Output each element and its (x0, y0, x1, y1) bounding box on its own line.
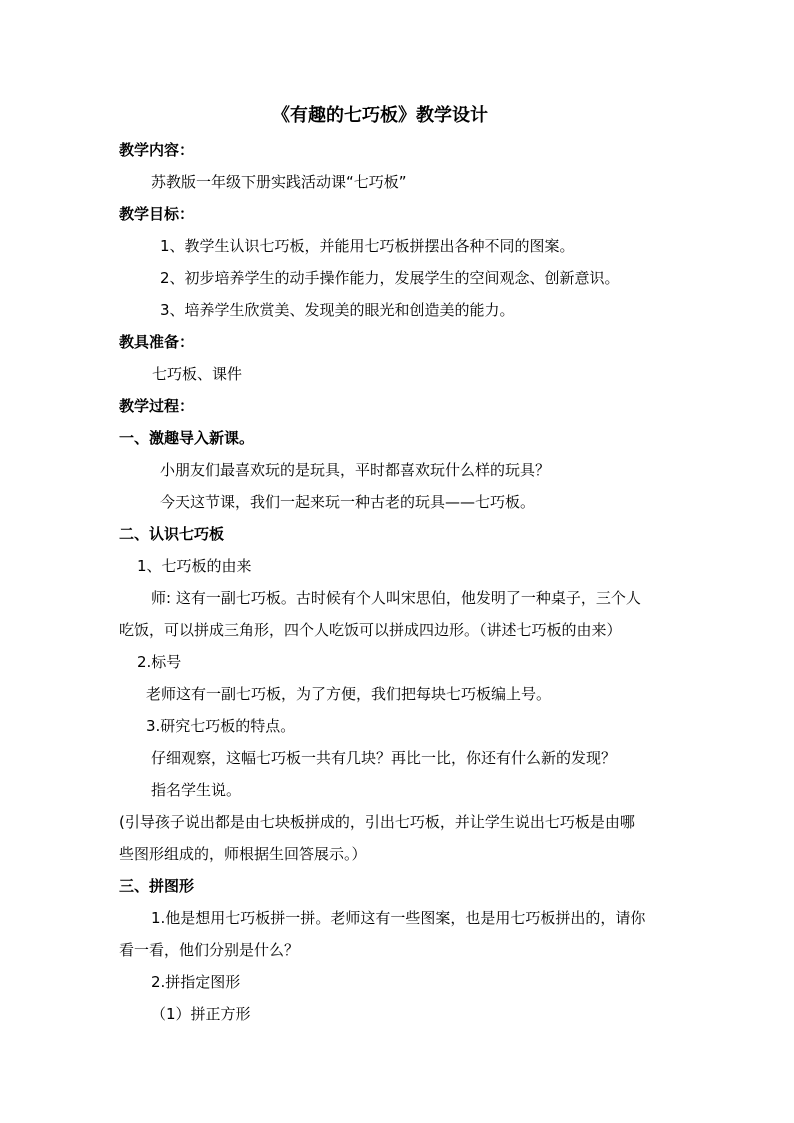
features-instruction: 指名学生说。 (151, 781, 242, 799)
features-note-line-2: 些图形组成的，师根据生回答展示。） (119, 845, 367, 863)
materials-text: 七巧板、课件 (152, 365, 243, 383)
puzzle-text-line-2: 看一看，他们分别是什么？ (119, 941, 300, 959)
origin-text-line-2: 吃饭，可以拼成三角形，四个人吃饭可以拼成四边形。（讲述七巧板的由来） (119, 621, 622, 639)
features-question: 仔细观察，这幅七巧板一共有几块？再比一比，你还有什么新的发现？ (151, 749, 617, 767)
subheading-origin: 1、七巧板的由来 (137, 557, 252, 575)
objective-2: 2、初步培养学生的动手操作能力，发展学生的空间观念、创新意识。 (160, 269, 620, 287)
puzzle-text-line-1: 1.他是想用七巧板拼一拼。老师这有一些图案，也是用七巧板拼出的，请你 (151, 909, 646, 927)
square-task: （1）拼正方形 (151, 1005, 251, 1023)
process-part-1-heading: 一、激趣导入新课。 (119, 429, 255, 447)
subheading-features: 3.研究七巧板的特点。 (146, 717, 296, 735)
subheading-specified-shapes: 2.拼指定图形 (151, 973, 241, 991)
features-note-line-1: (引导孩子说出都是由七块板拼成的，引出七巧板，并让学生说出七巧板是由哪 (119, 813, 635, 831)
objective-1: 1、教学生认识七巧板，并能用七巧板拼摆出各种不同的图案。 (160, 237, 575, 255)
section-heading-content: 教学内容： (119, 141, 195, 159)
process-part-3-heading: 三、拼图形 (119, 877, 195, 895)
intro-statement: 今天这节课，我们一起来玩一种古老的玩具——七巧板。 (160, 493, 536, 511)
section-heading-materials: 教具准备： (119, 333, 195, 351)
origin-text-line-1: 师: 这有一副七巧板。古时候有个人叫宋思伯，他发明了一种桌子，三个人 (151, 589, 641, 607)
content-text: 苏教版一年级下册实践活动课“七巧板” (151, 173, 407, 191)
section-heading-process: 教学过程： (119, 397, 195, 415)
document-title: 《有趣的七巧板》教学设计 (272, 105, 488, 126)
numbering-text: 老师这有一副七巧板，为了方便，我们把每块七巧板编上号。 (146, 685, 552, 703)
subheading-numbering: 2.标号 (137, 653, 182, 671)
intro-question: 小朋友们最喜欢玩的是玩具，平时都喜欢玩什么样的玩具？ (160, 461, 551, 479)
objective-3: 3、培养学生欣赏美、发现美的眼光和创造美的能力。 (160, 301, 515, 319)
section-heading-objectives: 教学目标： (119, 205, 195, 223)
process-part-2-heading: 二、认识七巧板 (119, 525, 225, 543)
